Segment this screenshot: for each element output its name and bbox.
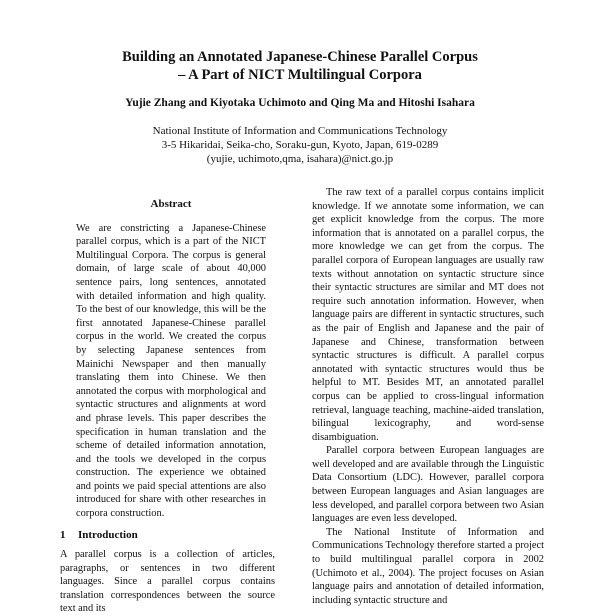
section-heading-introduction (60, 529, 138, 541)
abstract-section (76, 198, 266, 521)
affiliation-institute: National Institute of Information and Communications Technology (152, 125, 448, 137)
introduction-paragraph (60, 548, 275, 616)
right-column (312, 186, 544, 607)
abstract-heading: Abstract (150, 198, 192, 210)
abstract-body: We are constricting a Japanese-Chinese parallel corpus, which is a part of the NICT Multilingual Corpora. The corpus is general domain, of large scale of about 40,000 sentence pairs, long sentences, annotated with detailed information and high quality. To the best of our knowledge, this will be the first annotated Japanese-Chinese parallel corpus in the world. We created the corpus by selecting Japanese sentences from Mainichi Newspaper and then manually translating them into Chinese. We then annotated the corpus with morphological and syntactic structures and alignments at word and phrase levels. This paper describes the specification in human translation and the scheme of detailed information annotation, and the tools we developed in the corpus construction. The experience we obtained and points we paid special attentions are also introduced for share with other researches in corpora construction. (76, 222, 266, 520)
affiliation-address: 3-5 Hikaridai, Seika-cho, Soraku-gun, Kyoto, Japan, 619-0289 (161, 139, 439, 151)
affiliation-email: (yujie, uchimoto,qma, isahara)@nict.go.jp (206, 153, 394, 165)
section-number: 1 (60, 529, 66, 541)
section-title: Introduction (78, 529, 138, 541)
paragraph-european-corpora: Parallel corpora between European languages are well developed and are available through the Linguistic Data Consortium (LDC). However, parallel corpora between European languages and Asian languages are less developed, and parallel corpora between two Asian languages are even less developed. (312, 445, 544, 525)
author-list: Yujie Zhang and Kiyotaka Uchimoto and Qing Ma and Hitoshi Isahara (125, 97, 475, 109)
introduction-text: A parallel corpus is a collection of articles, paragraphs, or sentences in two different languages. Since a parallel corpus contains translation correspondences between the source text and its (60, 549, 275, 615)
paper-title-line-2: – A Part of NICT Multilingual Corpora (178, 67, 422, 83)
paper-title-line-1: Building an Annotated Japanese-Chinese Parallel Corpus (122, 49, 478, 65)
paragraph-nict-project: The National Institute of Information and Communications Technology therefore started a project to build multilingual parallel corpora in 2002 (Uchimoto et al., 2004). The project focuses on Asian language pairs and annotation of detailed information, including syntactic structure and (312, 526, 544, 606)
paragraph-raw-text: The raw text of a parallel corpus contains implicit knowledge. If we annotate some information, we can get explicit knowledge from the corpus. The more information that is annotated on a parallel corpus, the more knowledge we can get from the corpus. The parallel corpora of European languages are usually raw texts without annotation on syntactic structure since their syntactic structures are similar and MT does not require such annotation information. However, when language pairs are different in syntactic structures, such as the pair of English and Japanese and the pair of Japanese and Chinese, transformation between syntactic structures is difficult. A parallel corpus annotated with syntactic structures would thus be helpful to MT. Besides MT, an annotated parallel corpus can be applied to cross-lingual information retrieval, language teaching, machine-aided translation, bilingual lexicography, and word-sense disambiguation. (312, 187, 544, 443)
